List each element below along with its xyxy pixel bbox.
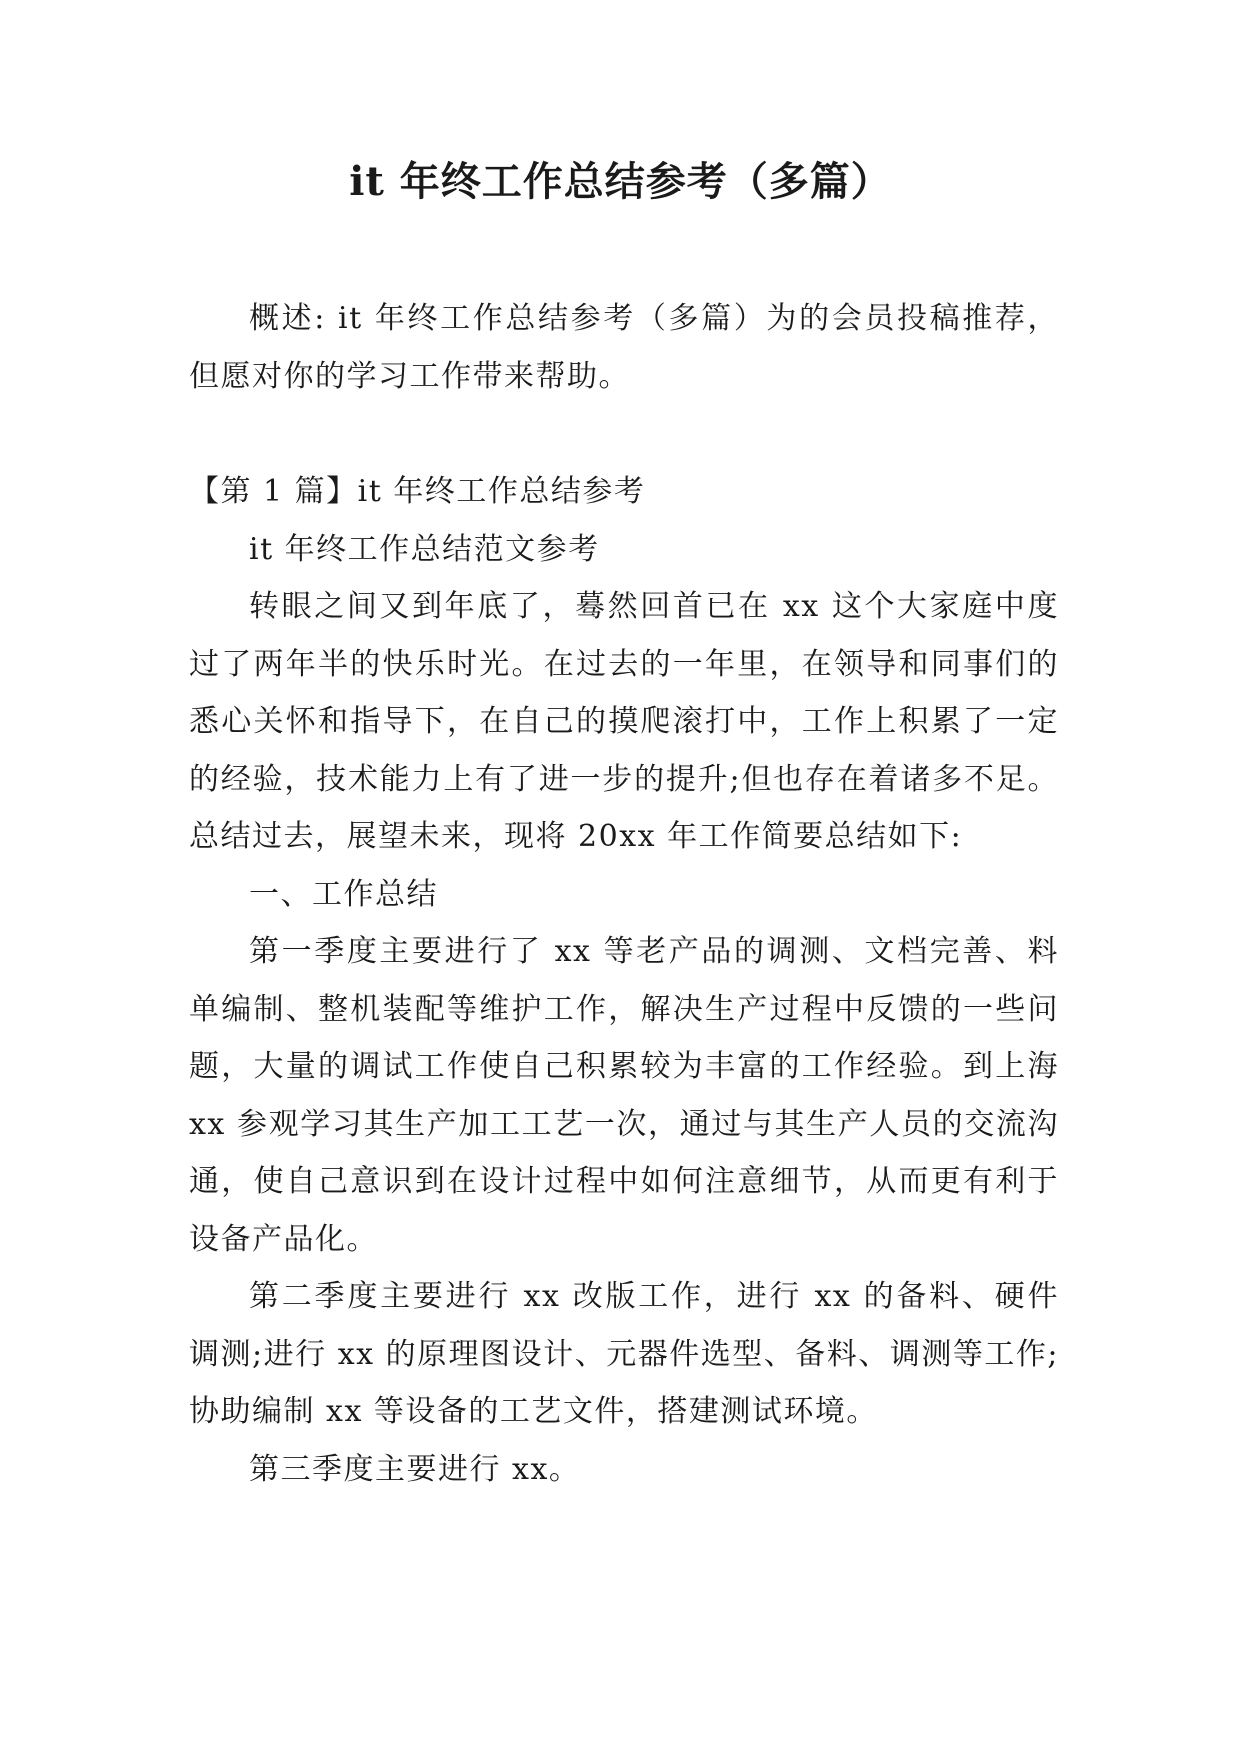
abstract-paragraph: 概述: it 年终工作总结参考（多篇）为的会员投稿推荐，但愿对你的学习工作带来帮助。 xyxy=(189,301,1059,394)
section-subtitle: it 年终工作总结范文参考 xyxy=(249,531,600,567)
body-paragraph-intro: 转眼之间又到年底了，蓦然回首已在 xx 这个大家庭中度过了两年半的快乐时光。在过去的一年里，在领导和同事们的悉心关怀和指导下，在自己的摸爬滚打中，工作上积累了一定的经验，技术能力上有了进一步的提升;但也存在着诸多不足。总结过去，展望未来，现将 20xx 年工作简要总结如下: xyxy=(189,589,1059,854)
section-heading: 【第 1 篇】it 年终工作总结参考 xyxy=(189,474,646,509)
document-title: it 年终工作总结参考（多篇） xyxy=(349,158,892,205)
body-paragraph-q3: 第三季度主要进行 xx。 xyxy=(249,1451,581,1487)
body-heading-work-summary: 一、工作总结 xyxy=(249,876,438,912)
body-paragraph-q2: 第二季度主要进行 xx 改版工作，进行 xx 的备料、硬件调测;进行 xx 的原理图设计、元器件选型、备料、调测等工作;协助编制 xx 等设备的工艺文件，搭建测试环境。 xyxy=(189,1279,1059,1429)
document-body xyxy=(189,290,1059,1498)
body-paragraph-q1: 第一季度主要进行了 xx 等老产品的调测、文档完善、料单编制、整机装配等维护工作，解决生产过程中反馈的一些问题，大量的调试工作使自己积累较为丰富的工作经验。到上海 xx 参观学习其生产加工工艺一次，通过与其生产人员的交流沟通，使自己意识到在设计过程中如何注意细节，从而更有利于设备产品化。 xyxy=(189,934,1059,1257)
